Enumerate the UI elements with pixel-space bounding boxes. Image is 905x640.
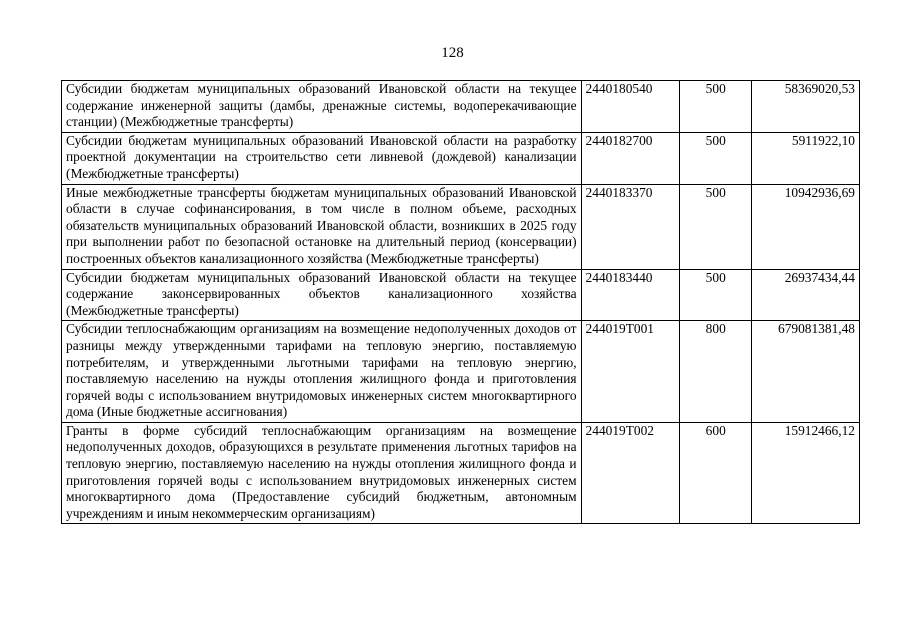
target-code-cell: 2440182700 bbox=[581, 132, 680, 184]
target-code-cell: 2440180540 bbox=[581, 81, 680, 133]
page-number: 128 bbox=[441, 45, 464, 61]
table-row bbox=[62, 269, 860, 321]
expense-name-cell: Субсидии бюджетам муниципальных образований Ивановской области на текущее содержание законсервированных объектов канализационного хозяйства (Межбюджетные трансферты) bbox=[62, 269, 582, 321]
amount-cell: 58369020,53 bbox=[752, 81, 860, 133]
target-code-cell: 2440183440 bbox=[581, 269, 680, 321]
table-row bbox=[62, 321, 860, 423]
amount-cell: 15912466,12 bbox=[752, 422, 860, 524]
amount-cell: 10942936,69 bbox=[752, 184, 860, 269]
table-row bbox=[62, 184, 860, 269]
expense-name-cell: Субсидии бюджетам муниципальных образований Ивановской области на разработку проектной документации на строительство сети ливневой (дождевой) канализации (Межбюджетные трансферты) bbox=[62, 132, 582, 184]
expense-type-cell: 800 bbox=[680, 321, 752, 423]
expense-name-cell: Иные межбюджетные трансферты бюджетам муниципальных образований Ивановской области в случае софинансирования, в том числе в полном объеме, расходных обязательств муниципальных образований Ивановской области, возникших в 2025 году при выполнении работ по безопасной остановке на длительный период (консервации) построенных объектов канализационного хозяйства (Межбюджетные трансферты) bbox=[62, 184, 582, 269]
budget-allocation-table bbox=[61, 80, 860, 524]
expense-type-cell: 500 bbox=[680, 81, 752, 133]
table-row bbox=[62, 422, 860, 524]
expense-type-cell: 600 bbox=[680, 422, 752, 524]
expense-type-cell: 500 bbox=[680, 184, 752, 269]
expense-type-cell: 500 bbox=[680, 269, 752, 321]
target-code-cell: 244019Т001 bbox=[581, 321, 680, 423]
table-row bbox=[62, 132, 860, 184]
amount-cell: 26937434,44 bbox=[752, 269, 860, 321]
target-code-cell: 244019Т002 bbox=[581, 422, 680, 524]
expense-name-cell: Субсидии теплоснабжающим организациям на возмещение недополученных доходов от разницы между утвержденными тарифами на тепловую энергию, поставляемую потребителям, и утвержденными льготными тарифами на тепловую энергию, поставляемую населению на нужды отопления жилищного фонда и приготовления горячей воды с использованием внутридомовых инженерных систем многоквартирного дома (Иные бюджетные ассигнования) bbox=[62, 321, 582, 423]
amount-cell: 5911922,10 bbox=[752, 132, 860, 184]
table-row bbox=[62, 81, 860, 133]
expense-name-cell: Субсидии бюджетам муниципальных образований Ивановской области на текущее содержание инженерной защиты (дамбы, дренажные системы, водоперекачивающие станции) (Межбюджетные трансферты) bbox=[62, 81, 582, 133]
amount-cell: 679081381,48 bbox=[752, 321, 860, 423]
expense-name-cell: Гранты в форме субсидий теплоснабжающим организациям на возмещение недополученных доходов, образующихся в результате применения льготных тарифов на тепловую энергию, поставляемую населению на нужды отопления жилищного фонда и приготовления горячей воды с использованием внутридомовых инженерных систем многоквартирного дома (Предоставление субсидий бюджетным, автономным учреждениям и иным некоммерческим организациям) bbox=[62, 422, 582, 524]
expense-type-cell: 500 bbox=[680, 132, 752, 184]
target-code-cell: 2440183370 bbox=[581, 184, 680, 269]
